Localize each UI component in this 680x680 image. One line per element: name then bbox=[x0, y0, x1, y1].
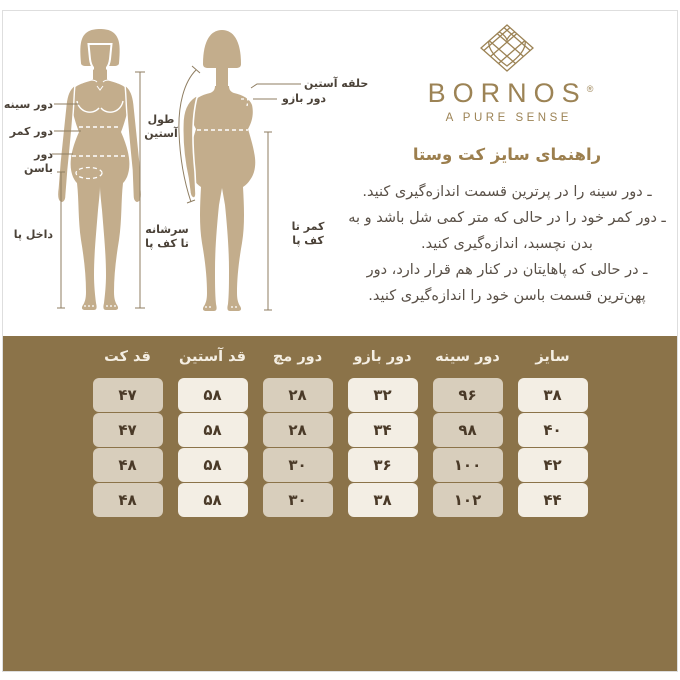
measurement-section bbox=[3, 11, 677, 336]
instruction-line: ـ دور کمر خود را در حالی که متر کمی شل باشد و به بدن نچسبد، اندازه‌گیری کنید. bbox=[348, 210, 666, 252]
size-table-column bbox=[178, 345, 248, 518]
table-cell: ۵۸ bbox=[178, 448, 248, 482]
column-header: قد کت bbox=[104, 349, 151, 365]
hip-label: دور باسن bbox=[24, 148, 53, 176]
size-table-section bbox=[3, 336, 677, 671]
table-cell: ۴۴ bbox=[518, 483, 588, 517]
table-cell: ۲۸ bbox=[263, 413, 333, 447]
instruction-line: ـ در حالی که پاهایتان در کنار هم قرار دارد، دور پهن‌ترین قسمت باسن خود را اندازه‌گیری کنید. bbox=[366, 262, 648, 304]
table-cell: ۵۸ bbox=[178, 483, 248, 517]
registered-mark: ® bbox=[586, 84, 594, 94]
table-cell: ۴۰ bbox=[518, 413, 588, 447]
brand-tagline: A PURE SENSE bbox=[445, 112, 572, 124]
table-cell: ۲۸ bbox=[263, 378, 333, 412]
table-cell: ۴۸ bbox=[93, 483, 163, 517]
diamond-lattice-icon bbox=[480, 23, 534, 73]
table-cell: ۵۸ bbox=[178, 413, 248, 447]
table-cell: ۳۲ bbox=[348, 378, 418, 412]
front-figure-silhouette bbox=[57, 29, 141, 310]
shoulder-to-floor-label: سرشانه تا کف پا bbox=[145, 223, 189, 251]
table-cell: ۳۶ bbox=[348, 448, 418, 482]
column-header: دور سینه bbox=[435, 349, 500, 365]
table-cell: ۱۰۲ bbox=[433, 483, 503, 517]
table-cell: ۵۸ bbox=[178, 378, 248, 412]
waist-to-floor-label: کمر تا کف پا bbox=[291, 220, 325, 248]
arm-label: دور بازو bbox=[282, 92, 327, 105]
bust-label: دور سینه bbox=[3, 98, 53, 111]
armhole-label: حلقه آستین bbox=[304, 77, 369, 90]
size-table-column bbox=[348, 345, 418, 518]
table-cell: ۹۸ bbox=[433, 413, 503, 447]
column-header: سایز bbox=[535, 349, 570, 365]
size-table-column bbox=[518, 345, 588, 518]
brand-name bbox=[340, 78, 674, 109]
brand-wordmark: BORNOS bbox=[427, 78, 587, 108]
brand-column bbox=[340, 11, 674, 309]
inseam-label: داخل پا bbox=[13, 228, 53, 241]
size-table bbox=[3, 336, 677, 518]
table-cell: ۳۰ bbox=[263, 448, 333, 482]
size-table-column bbox=[433, 345, 503, 518]
table-cell: ۴۷ bbox=[93, 378, 163, 412]
table-cell: ۳۸ bbox=[348, 483, 418, 517]
table-cell: ۹۶ bbox=[433, 378, 503, 412]
column-header: دور مچ bbox=[272, 349, 323, 365]
sleeve-length-label: طول آستین bbox=[144, 113, 178, 141]
instruction-line: ـ دور سینه را در پرترین قسمت اندازه‌گیری کنید. bbox=[362, 184, 652, 200]
column-header: دور بازو bbox=[353, 349, 412, 365]
waist-label: دور کمر bbox=[9, 125, 53, 138]
table-cell: ۴۸ bbox=[93, 448, 163, 482]
column-header: قد آستین bbox=[178, 349, 247, 365]
size-table-column bbox=[263, 345, 333, 518]
table-cell: ۳۴ bbox=[348, 413, 418, 447]
table-cell: ۳۰ bbox=[263, 483, 333, 517]
page-title: راهنمای سایز کت وستا bbox=[412, 145, 602, 164]
measurement-instructions bbox=[340, 179, 674, 309]
table-cell: ۴۷ bbox=[93, 413, 163, 447]
table-cell: ۱۰۰ bbox=[433, 448, 503, 482]
table-cell: ۴۲ bbox=[518, 448, 588, 482]
table-cell: ۳۸ bbox=[518, 378, 588, 412]
body-measurement-diagram bbox=[3, 11, 348, 336]
page-frame bbox=[2, 10, 678, 672]
size-table-column bbox=[93, 345, 163, 518]
